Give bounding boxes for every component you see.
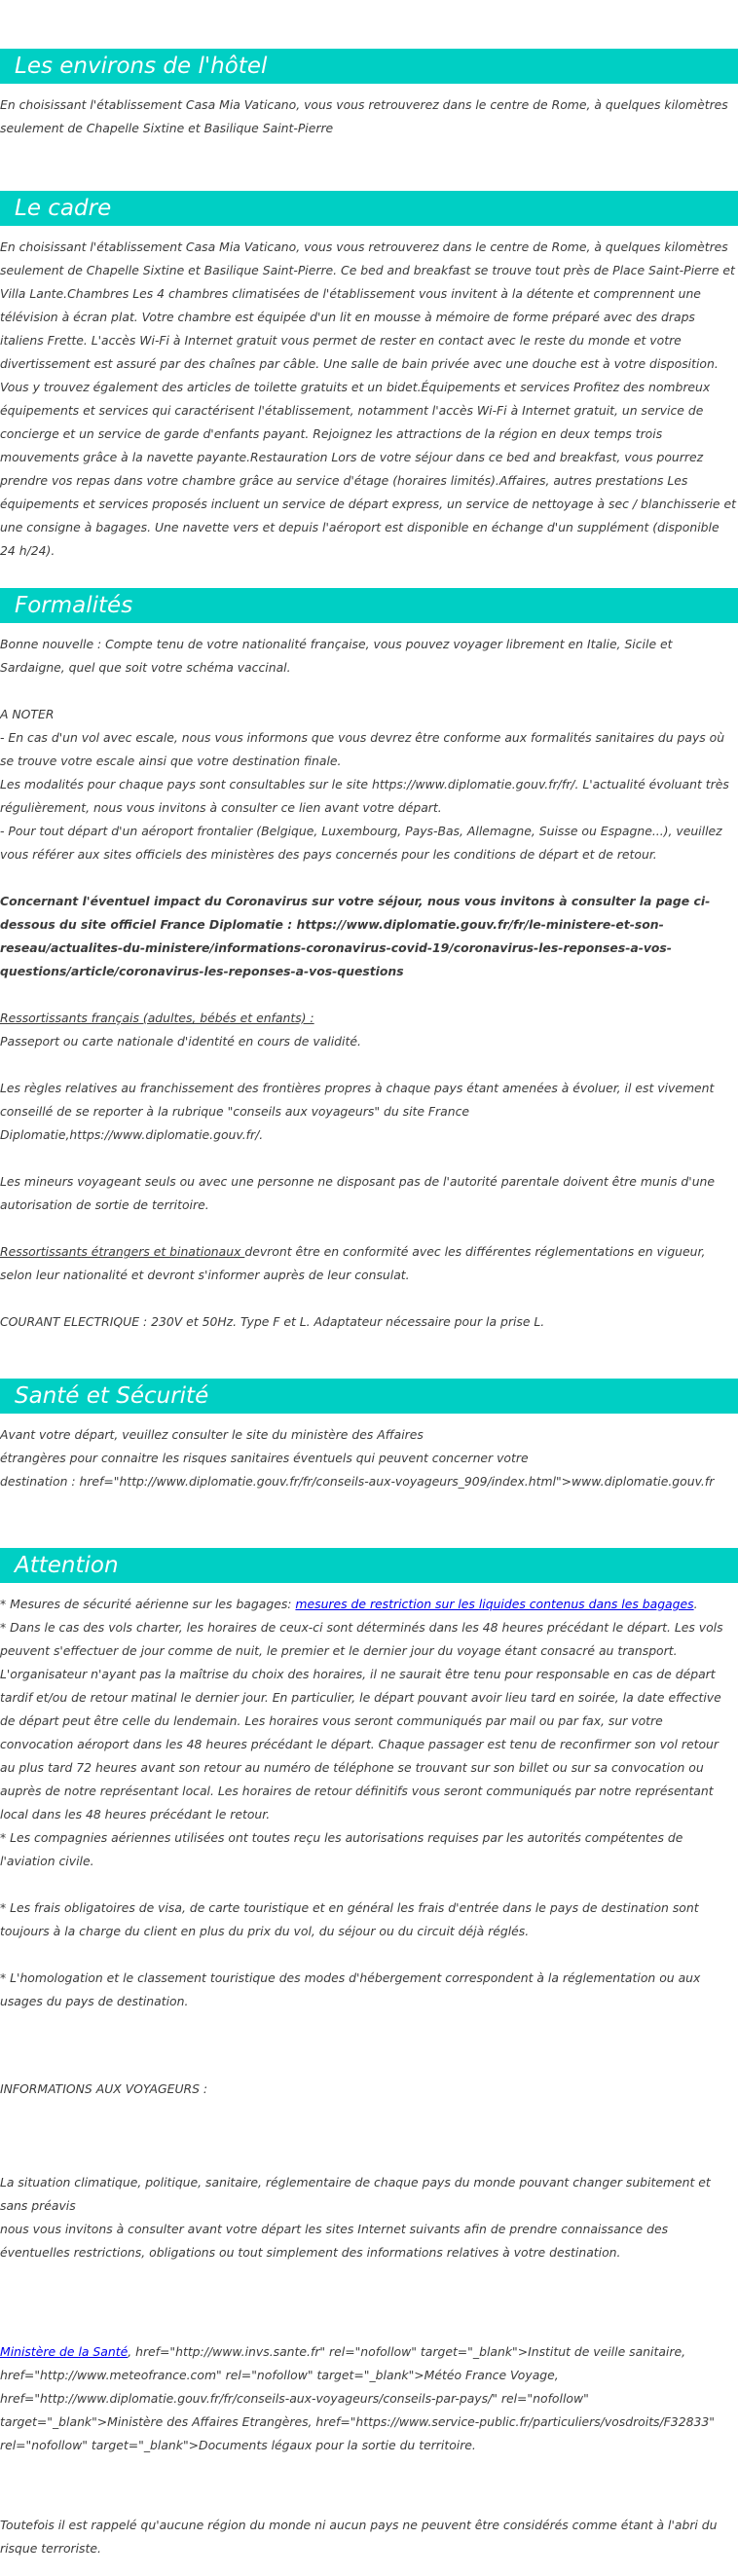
formalites-passeport-text: Passeport ou carte nationale d'identité en cours de validité. — [0, 1034, 361, 1049]
cadre-text: En choisissant l'établissement Casa Mia Vaticano, vous vous retrouverez dans le centre de Rome, à quelques kilomètres seulement de Chapelle Sixtine et Basilique Saint-Pierre. Ce bed and breakfast se trouve tout près de Place Saint-Pierre et Villa Lante.Chambres Les 4 chambres climatisées de l'établissement vous invitent à la détente et comprennent une télévision à écran plat. Votre chambre est équipée d'un lit en mousse à mémoire de forme préparé avec des draps italiens Frette. L'accès Wi-Fi à Internet gratuit vous permet de rester en contact avec le reste du monde et votre divertissement est assuré par des chaînes par câble. Une salle de bain privée avec une douche est à votre disposition. Vous y trouvez également des articles de toilette gratuits et un bidet.Équipements et services Profitez des nombreux équipements et services qui caractérisent l'établissement, notamment l'accès Wi-Fi à Internet gratuit, un service de concierge et un service de garde d'enfants payant. Rejoignez les attractions de la région en deux temps trois mouvements grâce à la navette payante.Restauration Lors de votre séjour dans ce bed and breakfast, vous pourrez prendre vos repas dans votre chambre grâce au service d'étage (horaires limités).Affaires, autres prestations Les équipements et services proposés incluent un service de départ express, un service de nettoyage à sec / blanchisserie et une consigne à bagages. Une navette vers et depuis l'aéroport est disponible en échange d'un supplément (disponible 24 h/24). — [0, 239, 736, 558]
sante-section — [0, 1423, 736, 1493]
formalites-ressortissants-francais-heading: Ressortissants français (adultes, bébés et enfants) : — [0, 1011, 314, 1025]
attention-charter-text: * Dans le cas des vols charter, les horaires de ceux-ci sont déterminés dans les 48 heures précédant le départ. Les vols peuvent s'effectuer de jour comme de nuit, le premier et le dernier jour du voyage étant consacré au transport. L'organisateur n'ayant pas la maîtrise du choix des horaires, il ne saurait être tenu pour responsable en cas de départ tardif et/ou de retour matinal le dernier jour. En particulier, le départ pouvant avoir lieu tard en soirée, la date effective de départ peut être celle du lendemain. Les horaires vous seront communiqués par mail ou par fax, sur votre convocation aéroport dans les 48 heures précédant le départ. Chaque passager est tenu de reconfirmer son vol retour au plus tard 72 heures avant son retour au numéro de téléphone se trouvant sur son billet ou sur sa convocation ou auprès de notre représentant local. Les horaires de retour définitifs vous seront communiqués par notre représentant local dans les 48 heures précédant le retour. — [0, 1620, 723, 1822]
sante-line-3: destination : href="http://www.diplomatie.gouv.fr/fr/conseils-aux-voyageurs_909/index.html">www.diplomatie.gouv.fr — [0, 1474, 715, 1489]
attention-homologation-text: * L'homologation et le classement touristique des modes d'hébergement correspondent à la réglementation ou aux usages du pays de destination. — [0, 1970, 701, 2008]
sante-line-1: Avant votre départ, veuillez consulter le site du ministère des Affaires — [0, 1427, 424, 1442]
section-title-environs: Les environs de l'hôtel — [0, 49, 738, 84]
attention-bagages-paragraph — [0, 1593, 736, 1616]
formalites-etrangers-heading: Ressortissants étrangers et binationaux — [0, 1244, 245, 1259]
section-title-formalites: Formalités — [0, 588, 738, 623]
formalites-note-heading: A NOTER — [0, 707, 55, 721]
terrorism-text: Toutefois il est rappelé qu'aucune région du monde ni aucun pays ne peuvent être considérés comme étant à l'abri du risque terroriste. — [0, 2518, 718, 2556]
info-links-section — [0, 2340, 736, 2457]
attention-bagages-prefix: * Mesures de sécurité aérienne sur les bagages: — [0, 1597, 296, 1611]
terrorism-section — [0, 2514, 736, 2560]
info-links-paragraph — [0, 2340, 736, 2457]
formalites-modalites-text: Les modalités pour chaque pays sont consultables sur le site https://www.diplomatie.gouv.fr/fr/. L'actualité évoluant très régulièrement, nous vous invitons à consulter ce lien avant votre départ. — [0, 777, 729, 815]
info-links-text: , href="http://www.invs.sante.fr" rel="nofollow" target="_blank">Institut de veille sanitaire, href="http://www.meteofrance.com" rel="nofollow" target="_blank">Météo France Voyage, href="http://www.diplomatie.gouv.fr/fr/conseils-aux-voyageurs/conseils-par-pays/" rel="nofollow" target="_blank">Ministère des Affaires Etrangères, href="https://www.service-public.fr/particuliers/vosdroits/F32833" rel="nofollow" target="_blank">Documents légaux pour la sortie du territoire. — [0, 2344, 715, 2452]
attention-section — [0, 1593, 736, 2013]
info-voyageurs-situation-text: La situation climatique, politique, sanitaire, réglementaire de chaque pays du monde pouvant changer subitement et sans préavis — [0, 2175, 711, 2213]
formalites-nationality-text: Bonne nouvelle : Compte tenu de votre nationalité française, vous pouvez voyager librement en Italie, Sicile et Sardaigne, quel que soit votre schéma vaccinal. — [0, 637, 673, 675]
cadre-section — [0, 236, 736, 563]
formalites-mineurs-text: Les mineurs voyageant seuls ou avec une personne ne disposant pas de l'autorité parentale doivent être munis d'une autorisation de sortie de territoire. — [0, 1174, 716, 1212]
attention-visa-text: * Les frais obligatoires de visa, de carte touristique et en général les frais d'entrée dans le pays de destination sont toujours à la charge du client en plus du prix du vol, du séjour ou du circuit déjà réglés. — [0, 1900, 699, 1938]
info-voyageurs-heading: INFORMATIONS AUX VOYAGEURS : — [0, 2081, 208, 2096]
info-voyageurs-invitation-text: nous vous invitons à consulter avant votre départ les sites Internet suivants afin de prendre connaissance des éventuelles restrictions, obligations ou tout simplement des informations relatives à votre destination. — [0, 2222, 669, 2260]
formalites-regles-text: Les règles relatives au franchissement des frontières propres à chaque pays étant amenées à évoluer, il est vivement conseillé de se reporter à la rubrique "conseils aux voyageurs" du site France Diplomatie,https://www.diplomatie.gouv.fr/. — [0, 1081, 715, 1142]
formalites-etrangers-text: devront être en conformité avec les différentes réglementations en vigueur, selon leur nationalité et devront s'informer auprès de leur consulat. — [0, 1244, 706, 1282]
section-title-sante: Santé et Sécurité — [0, 1379, 738, 1414]
attention-compagnies-text: * Les compagnies aériennes utilisées ont toutes reçu les autorisations requises par les autorités compétentes de l'aviation civile. — [0, 1830, 683, 1868]
info-voyageurs-heading-block — [0, 2078, 736, 2101]
environs-section — [0, 93, 736, 140]
ministere-sante-link[interactable]: Ministère de la Santé — [0, 2344, 129, 2359]
formalites-section — [0, 633, 736, 1334]
attention-bagages-suffix: . — [693, 1597, 698, 1611]
sante-line-2: étrangères pour connaitre les risques sanitaires éventuels qui peuvent concerner votre — [0, 1451, 529, 1465]
formalites-etrangers-paragraph — [0, 1240, 736, 1287]
section-title-cadre: Le cadre — [0, 191, 738, 226]
info-voyageurs-section — [0, 2171, 736, 2264]
liquids-restriction-link[interactable]: mesures de restriction sur les liquides contenus dans les bagages — [295, 1597, 694, 1611]
formalites-coronavirus-text: Concernant l'éventuel impact du Coronavirus sur votre séjour, nous vous invitons à consulter la page ci-dessous du site officiel France Diplomatie : https://www.diplomatie.gouv.fr/fr/le-ministere-et-son-reseau/actualites-du-ministere/informations-coronavirus-covid-19/coronavirus-les-reponses-a-vos-questions/article/coronavirus-les-reponses-a-vos-questions — [0, 894, 711, 978]
formalites-escale-text: - En cas d'un vol avec escale, nous vous informons que vous devrez être conforme aux formalités sanitaires du pays où se trouve votre escale ainsi que votre destination finale. — [0, 730, 725, 768]
formalites-courant-text: COURANT ELECTRIQUE : 230V et 50Hz. Type F et L. Adaptateur nécessaire pour la prise L. — [0, 1314, 545, 1329]
environs-text: En choisissant l'établissement Casa Mia Vaticano, vous vous retrouverez dans le centre de Rome, à quelques kilomètres seulement de Chapelle Sixtine et Basilique Saint-Pierre — [0, 97, 728, 135]
formalites-frontalier-text: - Pour tout départ d'un aéroport frontalier (Belgique, Luxembourg, Pays-Bas, Allemagne, Suisse ou Espagne...), veuillez vous référer aux sites officiels des ministères des pays concernés pour les conditions de départ et de retour. — [0, 824, 722, 862]
section-title-attention: Attention — [0, 1548, 738, 1583]
